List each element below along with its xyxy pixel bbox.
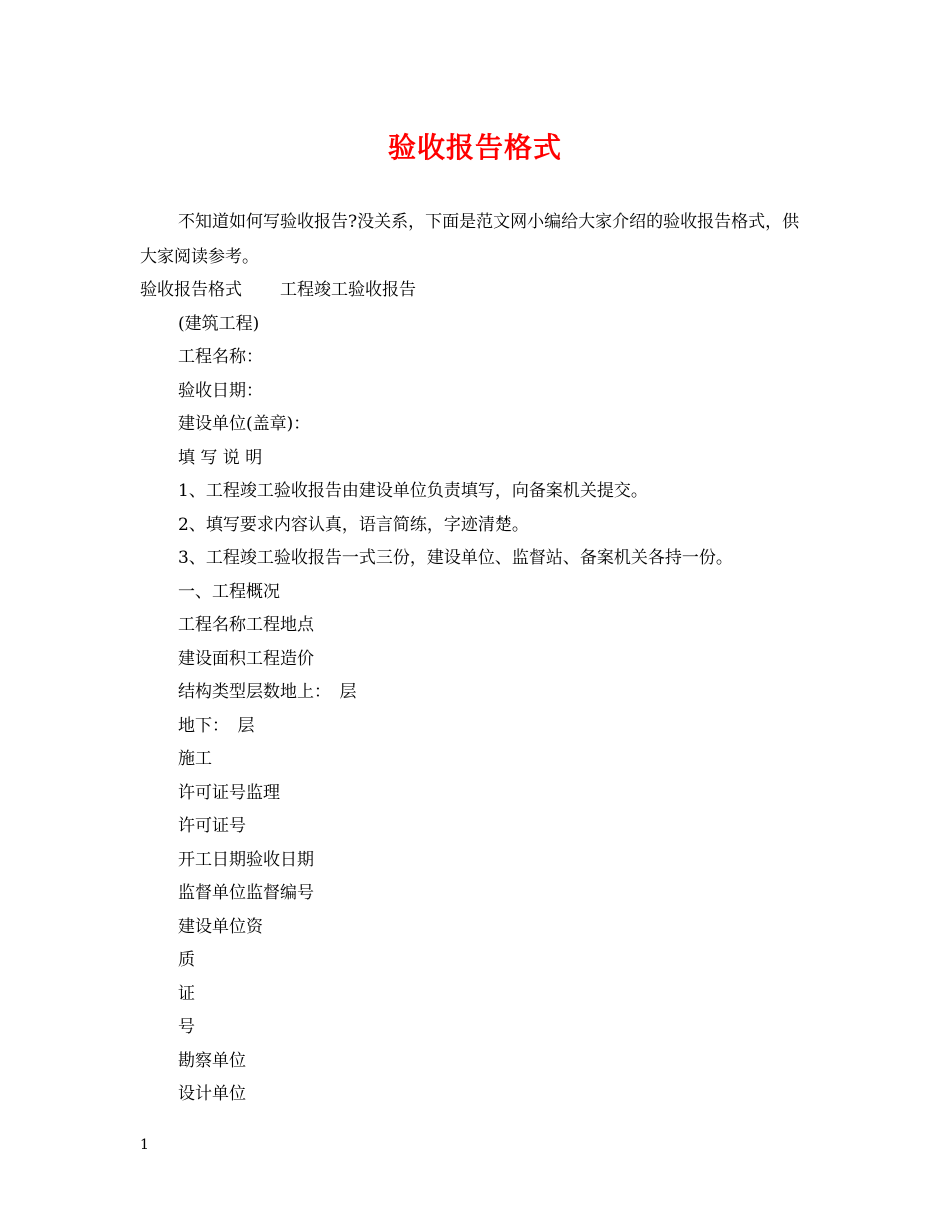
line-building-type: (建筑工程) [178,313,260,334]
document-title: 验收报告格式 [387,131,562,164]
document-body [140,205,812,1112]
line-survey-unit: 勘察单位 [178,1050,246,1071]
line-area-cost: 建设面积工程造价 [178,648,314,669]
line-instructions-heading: 填 写 说 明 [178,447,263,468]
section-heading-left: 验收报告格式 [140,280,242,300]
line-permit-supervision: 许可证号监理 [178,782,280,803]
line-qualification-char-2: 证 [178,983,195,1004]
section-heading [140,274,812,308]
line-project-name: 工程名称： [178,347,263,367]
line-start-acceptance-date: 开工日期验收日期 [178,849,314,870]
line-structure-floors-above: 结构类型层数地上： 层 [178,682,357,702]
intro-paragraph: 不知道如何写验收报告?没关系，下面是范文网小编给大家介绍的验收报告格式，供大家阅读参考。 [140,212,800,267]
line-construction-unit-qualification: 建设单位资 [178,916,263,937]
line-instruction-1: 1、工程竣工验收报告由建设单位负责填写，向备案机关提交。 [178,481,648,501]
section-heading-right: 工程竣工验收报告 [280,280,416,300]
line-qualification-char-1: 质 [178,950,195,970]
line-instruction-3: 3、工程竣工验收报告一式三份，建设单位、监督站、备案机关各持一份。 [178,548,733,568]
line-acceptance-date: 验收日期： [178,380,263,401]
line-design-unit: 设计单位 [178,1084,246,1104]
line-qualification-char-3: 号 [178,1017,195,1037]
line-construction: 施工 [178,749,212,769]
line-name-location: 工程名称工程地点 [178,615,314,635]
line-construction-unit-seal: 建设单位(盖章)： [178,414,311,434]
line-floors-below: 地下： 层 [178,715,255,736]
line-permit-number: 许可证号 [178,816,246,836]
line-overview-heading: 一、工程概况 [178,581,280,602]
line-supervisor-number: 监督单位监督编号 [178,883,314,903]
line-instruction-2: 2、填写要求内容认真，语言简练，字迹清楚。 [178,514,529,535]
page-number: 1 [140,1137,149,1153]
